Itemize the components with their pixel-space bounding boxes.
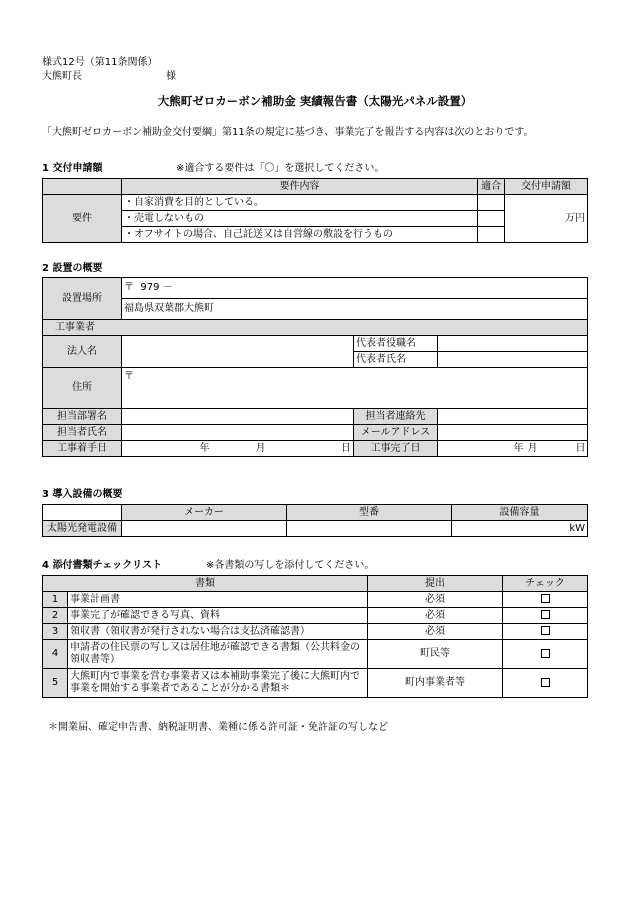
- fit-select[interactable]: [478, 195, 505, 211]
- contact-label: 担当者連絡先: [354, 409, 438, 425]
- row-number: 2: [43, 608, 68, 624]
- checkbox[interactable]: [541, 649, 550, 658]
- row-number: 5: [43, 669, 68, 698]
- model-field[interactable]: [287, 521, 452, 537]
- dept-field[interactable]: [122, 409, 354, 425]
- col-amount: 交付申請額: [505, 179, 588, 195]
- document-name: 申請者の住民票の写し又は居住地が確認できる書類（公共料金の領収書等）: [68, 640, 368, 669]
- fit-select[interactable]: [478, 227, 505, 243]
- contact-field[interactable]: [438, 409, 588, 425]
- check-cell: [503, 608, 588, 624]
- col-document: 書類: [43, 576, 368, 592]
- address-postal-mark: 〒: [124, 371, 134, 382]
- section4-heading: 4 添付書類チェックリスト: [42, 560, 162, 571]
- solar-equipment-label: 太陽光発電設備: [43, 521, 122, 537]
- addressee: 大熊町長: [42, 71, 82, 82]
- checkbox[interactable]: [541, 594, 550, 603]
- rep-title-label: 代表者役職名: [354, 336, 438, 352]
- checkbox[interactable]: [541, 610, 550, 619]
- submit-requirement: 必須: [368, 624, 503, 640]
- document-name: 事業完了が確認できる写真、資料: [68, 608, 368, 624]
- dept-label: 担当部署名: [43, 409, 122, 425]
- submit-requirement: 必須: [368, 592, 503, 608]
- capacity-unit: kW: [569, 522, 585, 534]
- col-check: チェック: [503, 576, 588, 592]
- row-number: 1: [43, 592, 68, 608]
- check-cell: [503, 592, 588, 608]
- section4-note: ※各書類の写しを添付してください。: [206, 560, 375, 571]
- document-name: 大熊町内で事業を営む事業者又は本補助事業完了後に大熊町内で事業を開始する事業者であることが分かる書類＊: [68, 669, 368, 698]
- capacity-field[interactable]: [452, 521, 588, 537]
- requirement-item: ・売電しないもの: [122, 211, 478, 227]
- rep-name-field[interactable]: [438, 352, 588, 368]
- submit-requirement: 町民等: [368, 640, 503, 669]
- document-name: 事業計画書: [68, 592, 368, 608]
- attachment-checklist-table: [42, 575, 588, 698]
- col-requirements: 要件内容: [122, 179, 478, 195]
- empty-header-cell: [43, 505, 122, 521]
- col-capacity: 設備容量: [452, 505, 588, 521]
- end-month-day[interactable]: [526, 441, 588, 457]
- end-day: 日: [575, 442, 586, 454]
- fit-select[interactable]: [478, 211, 505, 227]
- person-field[interactable]: [122, 425, 354, 441]
- empty-header-cell: [43, 179, 122, 195]
- requirements-label: 要件: [43, 195, 122, 243]
- document-title: 大熊町ゼロカーボン補助金 実績報告書（太陽光パネル設置）: [157, 94, 473, 108]
- person-label: 担当者氏名: [43, 425, 122, 441]
- section1-heading: 1 交付申請額: [42, 163, 103, 174]
- requirement-item: ・オフサイトの場合、自己託送又は自営線の敷設を行うもの: [122, 227, 478, 243]
- maker-field[interactable]: [122, 521, 287, 537]
- intro-text: 「大熊町ゼロカーボン補助金交付要綱」第11条の規定に基づき、事業完了を報告する内容は次のとおりです。: [42, 127, 534, 138]
- rep-name-label: 代表者氏名: [354, 352, 438, 368]
- application-amount-table: [42, 178, 588, 243]
- end-year[interactable]: 年: [438, 441, 526, 457]
- checklist-row: [43, 608, 588, 624]
- checklist-row: [43, 624, 588, 640]
- contractor-label: 工事業者: [43, 320, 588, 336]
- col-fit: 適合: [478, 179, 505, 195]
- start-month[interactable]: 月: [212, 441, 268, 457]
- row-number: 3: [43, 624, 68, 640]
- end-date-label: 工事完了日: [354, 441, 438, 457]
- checklist-row: [43, 592, 588, 608]
- section2-heading: 2 設置の概要: [42, 263, 103, 274]
- section3-heading: 3 導入設備の概要: [42, 489, 123, 500]
- check-cell: [503, 669, 588, 698]
- start-date-label: 工事着手日: [43, 441, 122, 457]
- rep-title-field[interactable]: [438, 336, 588, 352]
- col-maker: メーカー: [122, 505, 287, 521]
- submit-requirement: 町内事業者等: [368, 669, 503, 698]
- amount-field[interactable]: [505, 195, 588, 243]
- installation-overview-table: [42, 277, 588, 457]
- submit-requirement: 必須: [368, 608, 503, 624]
- amount-unit: 万円: [565, 212, 585, 224]
- location-address[interactable]: 福島県双葉郡大熊町: [122, 299, 588, 320]
- check-cell: [503, 640, 588, 669]
- corp-name-label: 法人名: [43, 336, 122, 368]
- footnote: ＊開業届、確定申告書、納税証明書、業種に係る許可証・免許証の写しなど: [48, 722, 388, 733]
- location-label: 設置場所: [43, 278, 122, 320]
- requirement-item: ・自家消費を目的としている。: [122, 195, 478, 211]
- equipment-table: [42, 504, 588, 537]
- honorific: 様: [166, 71, 176, 82]
- check-cell: [503, 624, 588, 640]
- start-year[interactable]: 年: [122, 441, 212, 457]
- postal-code-field[interactable]: [122, 278, 588, 299]
- col-submit: 提出: [368, 576, 503, 592]
- corp-name-field[interactable]: [122, 336, 354, 368]
- postal-mark: 〒: [124, 282, 134, 293]
- start-day[interactable]: 日: [268, 441, 354, 457]
- email-field[interactable]: [438, 425, 588, 441]
- end-month: 月: [527, 442, 538, 454]
- address-label: 住所: [43, 368, 122, 409]
- checklist-row: [43, 640, 588, 669]
- col-model: 型番: [287, 505, 452, 521]
- checklist-row: [43, 669, 588, 698]
- postal-code: 979 －: [140, 282, 173, 293]
- form-number: 様式12号（第11条関係）: [42, 57, 158, 68]
- document-name: 領収書（領収書が発行されない場合は支払済確認書）: [68, 624, 368, 640]
- email-label: メールアドレス: [354, 425, 438, 441]
- checkbox[interactable]: [541, 626, 550, 635]
- checkbox[interactable]: [541, 678, 550, 687]
- row-number: 4: [43, 640, 68, 669]
- address-field[interactable]: [122, 368, 588, 409]
- section1-note: ※適合する要件は「〇」を選択してください。: [176, 163, 385, 174]
